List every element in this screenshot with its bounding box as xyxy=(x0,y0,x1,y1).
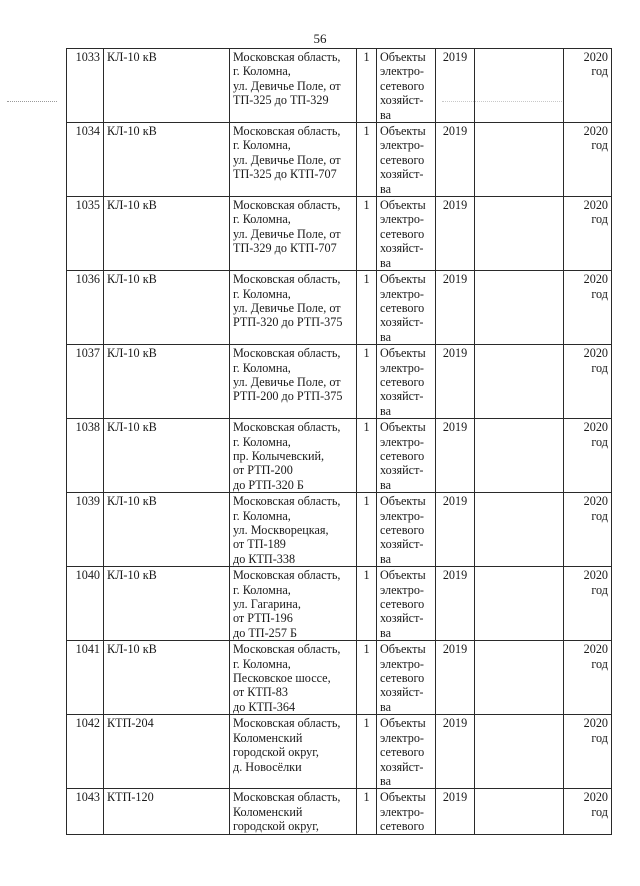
empty-cell xyxy=(475,567,564,641)
object-type: Объекты электро- сетевого хозяйст- ва xyxy=(377,197,436,271)
object-quantity: 1 xyxy=(357,197,377,271)
table-row xyxy=(67,493,612,567)
object-address: Московская область, г. Коломна, ул. Девичье Поле, от РТП-200 до РТП-375 xyxy=(230,345,357,419)
object-quantity: 1 xyxy=(357,567,377,641)
object-quantity: 1 xyxy=(357,345,377,419)
scan-artifact xyxy=(7,101,57,104)
object-type: Объекты электро- сетевого хозяйст- ва xyxy=(377,419,436,493)
row-number: 1035 xyxy=(67,197,104,271)
table-row xyxy=(67,49,612,123)
empty-cell xyxy=(475,493,564,567)
table-row xyxy=(67,197,612,271)
end-year: 2020 год xyxy=(564,419,612,493)
row-number: 1043 xyxy=(67,789,104,834)
object-name: КЛ-10 кВ xyxy=(104,123,230,197)
object-name: КЛ-10 кВ xyxy=(104,567,230,641)
empty-cell xyxy=(475,271,564,345)
end-year: 2020 год xyxy=(564,493,612,567)
empty-cell xyxy=(475,641,564,715)
start-year: 2019 xyxy=(436,493,475,567)
empty-cell xyxy=(475,123,564,197)
object-quantity: 1 xyxy=(357,715,377,789)
row-number: 1040 xyxy=(67,567,104,641)
end-year: 2020 год xyxy=(564,345,612,419)
object-type: Объекты электро- сетевого хозяйст- ва xyxy=(377,715,436,789)
object-address: Московская область, г. Коломна, ул. Девичье Поле, от ТП-329 до КТП-707 xyxy=(230,197,357,271)
table-row xyxy=(67,715,612,789)
end-year: 2020 год xyxy=(564,271,612,345)
table-body xyxy=(67,49,612,835)
empty-cell xyxy=(475,715,564,789)
end-year: 2020 год xyxy=(564,715,612,789)
start-year: 2019 xyxy=(436,345,475,419)
row-number: 1037 xyxy=(67,345,104,419)
end-year: 2020 год xyxy=(564,123,612,197)
empty-cell xyxy=(475,345,564,419)
start-year: 2019 xyxy=(436,419,475,493)
empty-cell xyxy=(475,419,564,493)
table-row xyxy=(67,271,612,345)
end-year: 2020 год xyxy=(564,49,612,123)
object-name: КЛ-10 кВ xyxy=(104,197,230,271)
start-year: 2019 xyxy=(436,123,475,197)
start-year: 2019 xyxy=(436,197,475,271)
row-number: 1039 xyxy=(67,493,104,567)
row-number: 1034 xyxy=(67,123,104,197)
end-year: 2020 год xyxy=(564,567,612,641)
object-quantity: 1 xyxy=(357,271,377,345)
start-year: 2019 xyxy=(436,789,475,834)
object-address: Московская область, г. Коломна, Песковское шоссе, от КТП-83 до КТП-364 xyxy=(230,641,357,715)
object-type: Объекты электро- сетевого хозяйст- ва xyxy=(377,271,436,345)
object-quantity: 1 xyxy=(357,123,377,197)
empty-cell xyxy=(475,49,564,123)
object-name: КЛ-10 кВ xyxy=(104,641,230,715)
object-name: КЛ-10 кВ xyxy=(104,49,230,123)
object-address: Московская область, г. Коломна, ул. Гагарина, от РТП-196 до ТП-257 Б xyxy=(230,567,357,641)
page-number: 56 xyxy=(313,31,327,46)
end-year: 2020 год xyxy=(564,641,612,715)
object-type: Объекты электро- сетевого хозяйст- ва xyxy=(377,345,436,419)
object-quantity: 1 xyxy=(357,419,377,493)
object-type: Объекты электро- сетевого xyxy=(377,789,436,834)
row-number: 1042 xyxy=(67,715,104,789)
empty-cell xyxy=(475,789,564,834)
object-quantity: 1 xyxy=(357,641,377,715)
object-address: Московская область, Коломенский городской округ, xyxy=(230,789,357,834)
object-quantity: 1 xyxy=(357,789,377,834)
object-type: Объекты электро- сетевого хозяйст- ва xyxy=(377,567,436,641)
table-row xyxy=(67,567,612,641)
table-row xyxy=(67,123,612,197)
registry-table xyxy=(66,48,612,835)
object-name: КЛ-10 кВ xyxy=(104,419,230,493)
table-row xyxy=(67,789,612,834)
object-address: Московская область, Коломенский городской округ, д. Новосёлки xyxy=(230,715,357,789)
row-number: 1036 xyxy=(67,271,104,345)
end-year: 2020 год xyxy=(564,197,612,271)
row-number: 1041 xyxy=(67,641,104,715)
object-type: Объекты электро- сетевого хозяйст- ва xyxy=(377,49,436,123)
table-row xyxy=(67,641,612,715)
table-row xyxy=(67,345,612,419)
object-address: Московская область, г. Коломна, ул. Девичье Поле, от РТП-320 до РТП-375 xyxy=(230,271,357,345)
object-type: Объекты электро- сетевого хозяйст- ва xyxy=(377,641,436,715)
start-year: 2019 xyxy=(436,49,475,123)
object-quantity: 1 xyxy=(357,493,377,567)
empty-cell xyxy=(475,197,564,271)
end-year: 2020 год xyxy=(564,789,612,834)
object-name: КЛ-10 кВ xyxy=(104,493,230,567)
row-number: 1038 xyxy=(67,419,104,493)
object-name: КТП-120 xyxy=(104,789,230,834)
start-year: 2019 xyxy=(436,567,475,641)
table-row xyxy=(67,419,612,493)
start-year: 2019 xyxy=(436,715,475,789)
object-address: Московская область, г. Коломна, ул. Девичье Поле, от ТП-325 до ТП-329 xyxy=(230,49,357,123)
row-number: 1033 xyxy=(67,49,104,123)
start-year: 2019 xyxy=(436,271,475,345)
object-name: КЛ-10 кВ xyxy=(104,271,230,345)
object-name: КЛ-10 кВ xyxy=(104,345,230,419)
object-type: Объекты электро- сетевого хозяйст- ва xyxy=(377,493,436,567)
object-quantity: 1 xyxy=(357,49,377,123)
object-address: Московская область, г. Коломна, ул. Девичье Поле, от ТП-325 до КТП-707 xyxy=(230,123,357,197)
object-name: КТП-204 xyxy=(104,715,230,789)
start-year: 2019 xyxy=(436,641,475,715)
object-address: Московская область, г. Коломна, пр. Колычевский, от РТП-200 до РТП-320 Б xyxy=(230,419,357,493)
object-address: Московская область, г. Коломна, ул. Москворецкая, от ТП-189 до КТП-338 xyxy=(230,493,357,567)
object-type: Объекты электро- сетевого хозяйст- ва xyxy=(377,123,436,197)
